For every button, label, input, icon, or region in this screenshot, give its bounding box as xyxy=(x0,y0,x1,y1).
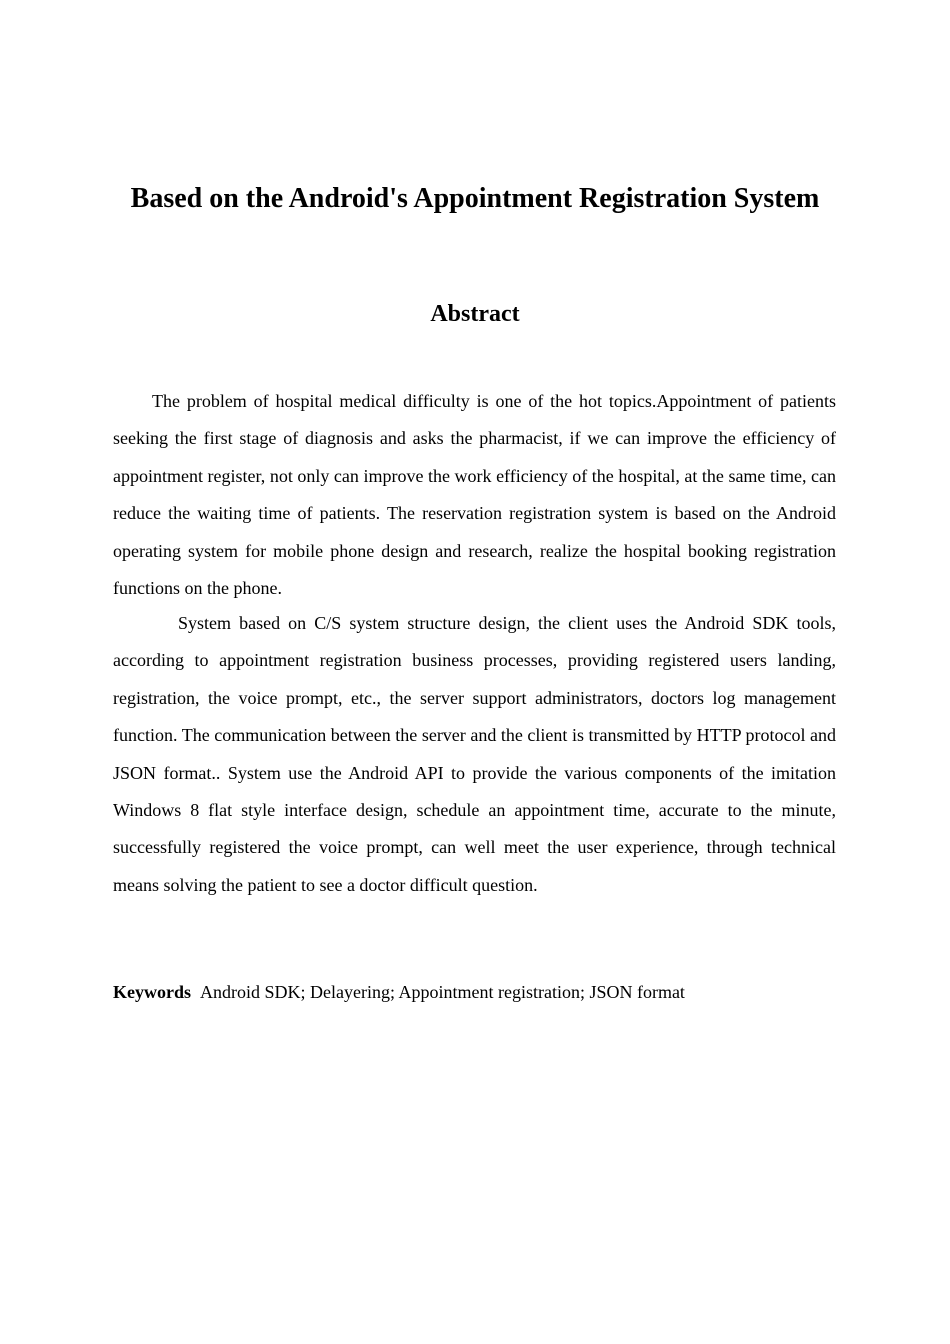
keywords-label: Keywords xyxy=(113,982,191,1002)
abstract-heading: Abstract xyxy=(430,301,520,327)
abstract-paragraph-2: System based on C/S system structure design, the client uses the Android SDK tools, according to appointment registration business processes, providing registered users landing, registration, the voice prompt, etc., the server support administrators, doctors log management function. The communication between the server and the client is transmitted by HTTP protocol and JSON format.. System use the Android API to provide the various components of the imitation Windows 8 flat style interface design, schedule an appointment time, accurate to the minute, successfully registered the voice prompt, can well meet the user experience, through technical means solving the patient to see a doctor difficult question. xyxy=(113,613,836,895)
paper-title: Based on the Android's Appointment Registration System xyxy=(130,183,820,214)
abstract-paragraph-1: The problem of hospital medical difficulty is one of the hot topics.Appointment of patients seeking the first stage of diagnosis and asks the pharmacist, if we can improve the efficiency of appointment register, not only can improve the work efficiency of the hospital, at the same time, can reduce the waiting time of patients. The reservation registration system is based on the Android operating system for mobile phone design and research, realize the hospital booking registration functions on the phone. xyxy=(113,391,836,599)
keywords-text: Android SDK; Delayering; Appointment registration; JSON format xyxy=(200,982,685,1002)
keywords-line xyxy=(113,980,836,1004)
